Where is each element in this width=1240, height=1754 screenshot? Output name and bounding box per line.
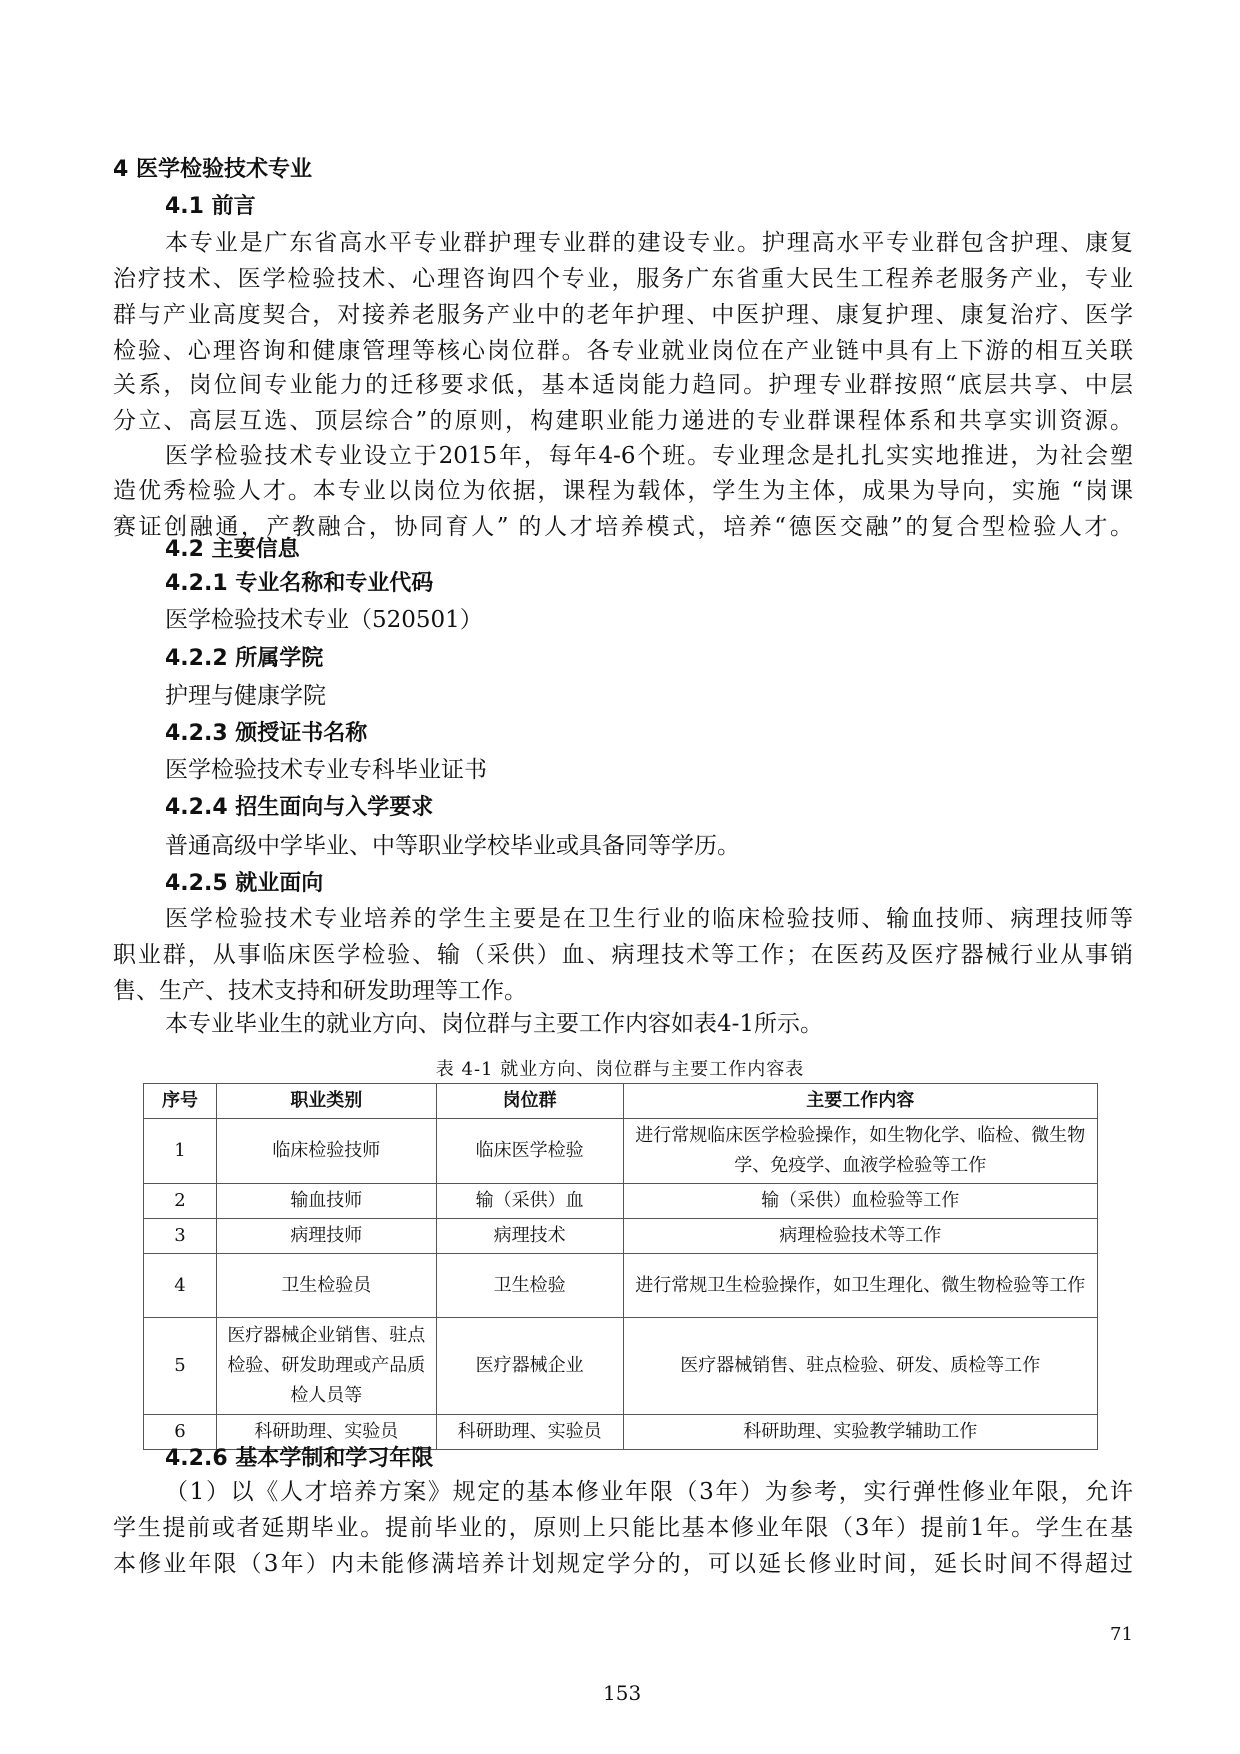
text-line: 本修业年限（3年）内未能修满培养计划规定学分的，可以延长修业时间，延长时间不得超过 [113, 1551, 1133, 1577]
text-line: 分立、高层互选、顶层综合”的原则，构建职业能力递进的专业群课程体系和共享实训资源。 [113, 408, 1133, 434]
table-cell: 医疗器械销售、驻点检验、研发、质检等工作 [623, 1318, 1097, 1415]
table-row [144, 1184, 1098, 1219]
table-cell: 输（采供）血检验等工作 [623, 1184, 1097, 1219]
table-reference-text: 本专业毕业生的就业方向、岗位群与主要工作内容如表4-1所示。 [165, 1011, 824, 1037]
table-row [144, 1219, 1098, 1254]
table-row [144, 1318, 1098, 1415]
table-row [144, 1254, 1098, 1318]
table-cell: 1 [144, 1119, 217, 1184]
table-caption: 表 4-1 就业方向、岗位群与主要工作内容表 [435, 1059, 805, 1080]
heading-4-1: 4.1 前言 [165, 194, 256, 219]
table-cell: 临床医学检验 [436, 1119, 623, 1184]
table-row [144, 1119, 1098, 1184]
heading-4-2-4: 4.2.4 招生面向与入学要求 [165, 795, 434, 820]
table-cell: 5 [144, 1318, 217, 1415]
table-cell: 卫生检验 [436, 1254, 623, 1318]
heading-4-2-3: 4.2.3 颁授证书名称 [165, 721, 368, 746]
table-cell: 4 [144, 1254, 217, 1318]
table-cell: 输（采供）血 [436, 1184, 623, 1219]
heading-4-2-6: 4.2.6 基本学制和学习年限 [165, 1446, 434, 1471]
page-number-inner: 71 [1110, 1624, 1133, 1645]
text-line: 造优秀检验人才。本专业以岗位为依据，课程为载体，学生为主体，成果为导向，实施 “岗课 [113, 478, 1133, 504]
heading-4-2-2: 4.2.2 所属学院 [165, 646, 324, 671]
table-cell: 6 [144, 1415, 217, 1450]
text-line: 医学检验技术专业培养的学生主要是在卫生行业的临床检验技师、输血技师、病理技师等 [165, 906, 1133, 932]
table-cell: 科研助理、实验员 [216, 1415, 436, 1450]
table-cell: 进行常规临床医学检验操作，如生物化学、临检、微生物学、免疫学、血液学检验等工作 [623, 1119, 1097, 1184]
certificate-text: 医学检验技术专业专科毕业证书 [165, 757, 487, 783]
text-line: 赛证创融通，产教融合，协同育人” 的人才培养模式，培养“德医交融”的复合型检验人才。 [113, 514, 1133, 540]
header-cell: 序号 [144, 1084, 217, 1119]
text-line: 本专业是广东省高水平专业群护理专业群的建设专业。护理高水平专业群包含护理、康复 [165, 230, 1133, 256]
text-line: 关系，岗位间专业能力的迁移要求低，基本适岗能力趋同。护理专业群按照“底层共享、中层 [113, 372, 1133, 398]
table-cell: 卫生检验员 [216, 1254, 436, 1318]
text-line: 检验、心理咨询和健康管理等核心岗位群。各专业就业岗位在产业链中具有上下游的相互关联 [113, 338, 1133, 364]
header-cell: 职业类别 [216, 1084, 436, 1119]
college-text: 护理与健康学院 [165, 683, 326, 709]
heading-4-2-1: 4.2.1 专业名称和专业代码 [165, 571, 434, 596]
text-line: 职业群，从事临床医学检验、输（采供）血、病理技术等工作；在医药及医疗器械行业从事销 [113, 942, 1133, 968]
table-cell: 输血技师 [216, 1184, 436, 1219]
text-line: 治疗技术、医学检验技术、心理咨询四个专业，服务广东省重大民生工程养老服务产业，专业 [113, 266, 1133, 292]
heading-4-2: 4.2 主要信息 [165, 537, 300, 562]
header-cell: 主要工作内容 [623, 1084, 1097, 1119]
table-cell: 医疗器械企业销售、驻点检验、研发助理或产品质检人员等 [216, 1318, 436, 1415]
employment-table [143, 1083, 1098, 1450]
heading-4-2-5: 4.2.5 就业面向 [165, 871, 324, 896]
table-cell: 医疗器械企业 [436, 1318, 623, 1415]
table-cell: 临床检验技师 [216, 1119, 436, 1184]
table-cell: 2 [144, 1184, 217, 1219]
text-line: 群与产业高度契合，对接养老服务产业中的老年护理、中医护理、康复护理、康复治疗、医学 [113, 302, 1133, 328]
text-line: 学生提前或者延期毕业。提前毕业的，原则上只能比基本修业年限（3年）提前1年。学生在基 [113, 1515, 1133, 1541]
table-cell: 进行常规卫生检验操作，如卫生理化、微生物检验等工作 [623, 1254, 1097, 1318]
page-number-outer: 153 [603, 1681, 642, 1705]
table-cell: 病理检验技术等工作 [623, 1219, 1097, 1254]
text-line: 医学检验技术专业设立于2015年，每年4-6个班。专业理念是扎扎实实地推进，为社会塑 [165, 443, 1133, 469]
table-cell: 科研助理、实验员 [436, 1415, 623, 1450]
table-cell: 科研助理、实验教学辅助工作 [623, 1415, 1097, 1450]
table-header-row [144, 1084, 1098, 1119]
section-title: 4 医学检验技术专业 [113, 157, 312, 182]
header-cell: 岗位群 [436, 1084, 623, 1119]
table-cell: 3 [144, 1219, 217, 1254]
major-name-text: 医学检验技术专业（520501） [165, 607, 483, 633]
text-line: （1）以《人才培养方案》规定的基本修业年限（3年）为参考，实行弹性修业年限，允许 [165, 1479, 1133, 1505]
table-cell: 病理技师 [216, 1219, 436, 1254]
admission-text: 普通高级中学毕业、中等职业学校毕业或具备同等学历。 [165, 833, 740, 859]
table-cell: 病理技术 [436, 1219, 623, 1254]
text-line: 售、生产、技术支持和研发助理等工作。 [113, 978, 527, 1004]
